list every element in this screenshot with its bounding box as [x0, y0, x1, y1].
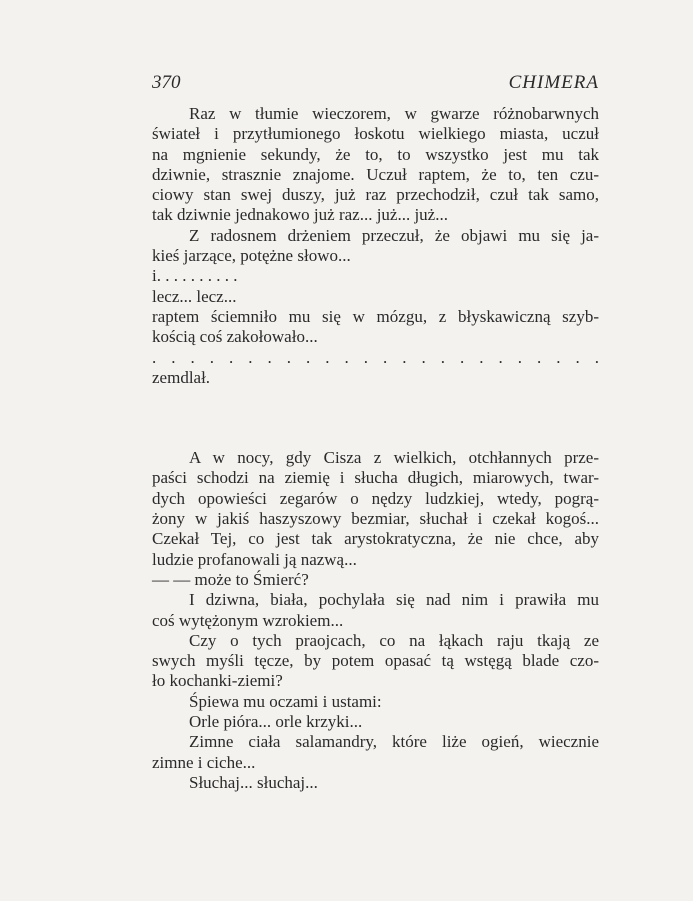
- page-number: 370: [152, 72, 181, 93]
- text-line: dziwnie, strasznie znajome. Uczuł raptem, że to, ten czu-: [152, 164, 599, 184]
- text-line: zemdlał.: [152, 367, 211, 387]
- text-line: ludzie profanowali ją nazwą...: [152, 549, 357, 569]
- text-line: tak dziwnie jednakowo już raz... już... już...: [152, 205, 448, 225]
- text-line: Śpiewa mu oczami i ustami:: [189, 691, 382, 711]
- section-break: [152, 388, 599, 448]
- text-line: lecz... lecz...: [152, 286, 237, 306]
- text-line: świateł i przytłumionego łoskotu wielkiego miasta, uczuł: [152, 124, 599, 144]
- text-line: i. . . . . . . . . .: [152, 266, 238, 286]
- text-line: Słuchaj... słuchaj...: [189, 772, 318, 792]
- body-text: [152, 104, 599, 793]
- text-line: Raz w tłumie wieczorem, w gwarze różnobarwnych: [189, 104, 599, 123]
- text-line: I dziwna, biała, pochylała się nad nim i prawiła mu: [189, 590, 599, 610]
- text-line: A w nocy, gdy Cisza z wielkich, otchłannych prze-: [189, 448, 599, 468]
- text-line: Czekał Tej, co jest tak arystokratyczna, że nie chce, aby: [152, 529, 599, 549]
- text-line: raptem ściemniło mu się w mózgu, z błyskawiczną szyb-: [152, 306, 599, 326]
- text-line: coś wytężonym wzrokiem...: [152, 610, 344, 630]
- text-line: dych opowieści zegarów o nędzy ludzkiej, wtedy, pogrą-: [152, 488, 599, 508]
- text-line: na mgnienie sekundy, że to, to wszystko jest mu tak: [152, 144, 599, 164]
- page-header: [152, 72, 599, 96]
- text-line: zimne i ciche...: [152, 752, 256, 772]
- running-head: CHIMERA: [508, 72, 599, 93]
- text-line: ło kochanki-ziemi?: [152, 671, 283, 691]
- text-line: Orle pióra... orle krzyki...: [189, 712, 363, 732]
- text-line: Zimne ciała salamandry, które liże ogień, wiecznie: [189, 732, 599, 752]
- text-line: ciowy stan swej duszy, już raz przechodził, czuł tak samo,: [152, 185, 599, 205]
- text-line: Czy o tych praojcach, co na łąkach raju tkają ze: [189, 630, 599, 650]
- text-line: Z radosnem drżeniem przeczuł, że objawi mu się ja-: [189, 225, 599, 245]
- text-line: paści schodzi na ziemię i słucha długich, miarowych, twar-: [152, 468, 599, 488]
- text-line: swych myśli tęcze, by potem opasać tą wstęgą blade czo-: [152, 651, 599, 671]
- text-line: kieś jarzące, potężne słowo...: [152, 246, 351, 266]
- text-line: żony w jakiś haszyszowy bezmiar, słuchał i czekał kogoś...: [152, 509, 599, 529]
- text-line: — — może to Śmierć?: [152, 569, 309, 589]
- text-line: . . . . . . . . . . . . . . . . . . . . . . . .: [152, 347, 599, 367]
- text-line: kością coś zakołowało...: [152, 327, 318, 347]
